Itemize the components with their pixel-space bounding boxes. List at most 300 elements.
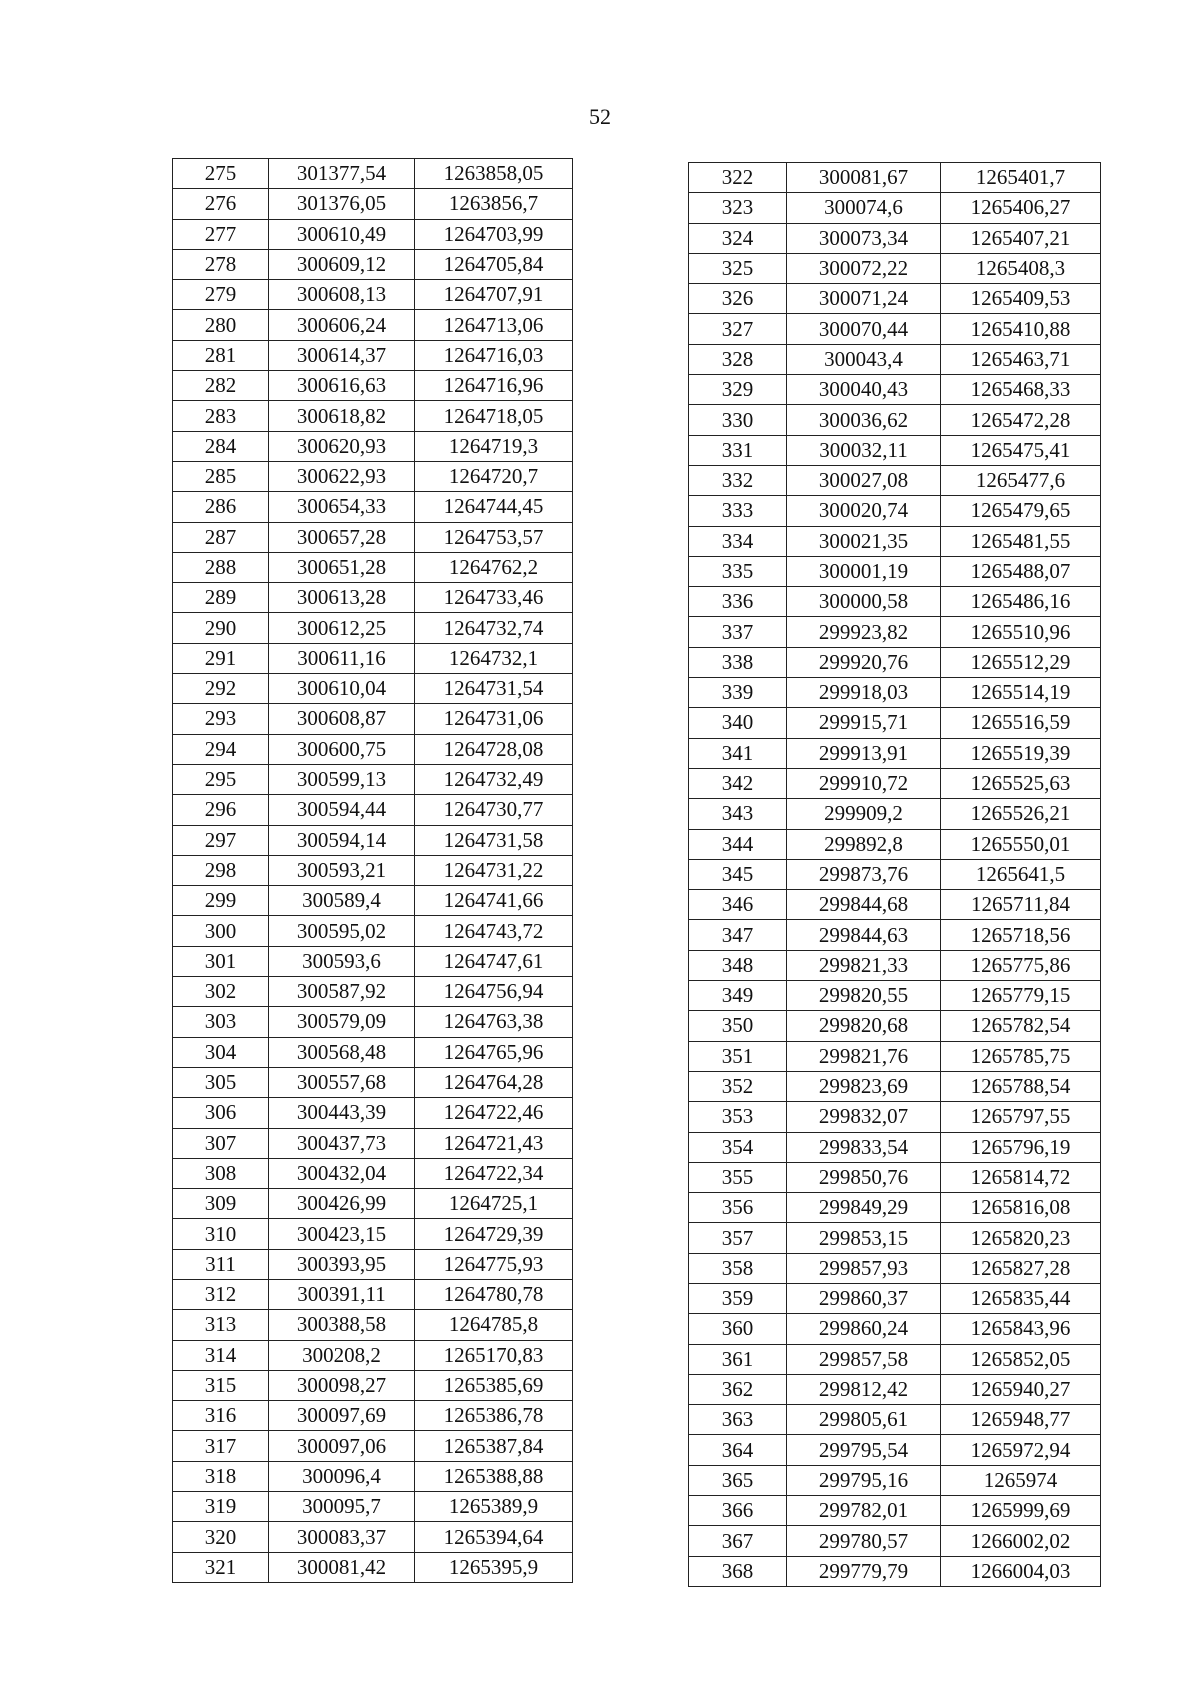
point-number-cell: 349 (689, 981, 787, 1011)
x-coordinate-cell: 299857,58 (787, 1344, 941, 1374)
y-coordinate-cell: 1265468,33 (941, 375, 1101, 405)
point-number-cell: 275 (173, 159, 269, 189)
x-coordinate-cell: 300594,14 (269, 825, 415, 855)
point-number-cell: 317 (173, 1431, 269, 1461)
x-coordinate-cell: 299795,16 (787, 1465, 941, 1495)
y-coordinate-cell: 1265999,69 (941, 1496, 1101, 1526)
y-coordinate-cell: 1264705,84 (415, 249, 573, 279)
x-coordinate-cell: 300096,4 (269, 1461, 415, 1491)
y-coordinate-cell: 1265550,01 (941, 829, 1101, 859)
point-number-cell: 362 (689, 1374, 787, 1404)
y-coordinate-cell: 1265477,6 (941, 465, 1101, 495)
x-coordinate-cell: 300593,21 (269, 855, 415, 885)
y-coordinate-cell: 1265972,94 (941, 1435, 1101, 1465)
point-number-cell: 310 (173, 1219, 269, 1249)
x-coordinate-cell: 300610,04 (269, 674, 415, 704)
point-number-cell: 346 (689, 890, 787, 920)
point-number-cell: 324 (689, 223, 787, 253)
x-coordinate-cell: 301377,54 (269, 159, 415, 189)
point-number-cell: 347 (689, 920, 787, 950)
point-number-cell: 292 (173, 674, 269, 704)
x-coordinate-cell: 300437,73 (269, 1128, 415, 1158)
table-row (689, 344, 1101, 374)
x-coordinate-cell: 300097,69 (269, 1401, 415, 1431)
point-number-cell: 338 (689, 647, 787, 677)
table-row (689, 1102, 1101, 1132)
table-row (173, 461, 573, 491)
point-number-cell: 304 (173, 1037, 269, 1067)
table-row (173, 583, 573, 613)
x-coordinate-cell: 299860,37 (787, 1283, 941, 1313)
point-number-cell: 358 (689, 1253, 787, 1283)
y-coordinate-cell: 1265526,21 (941, 799, 1101, 829)
point-number-cell: 355 (689, 1162, 787, 1192)
point-number-cell: 311 (173, 1249, 269, 1279)
table-row (173, 552, 573, 582)
y-coordinate-cell: 1264713,06 (415, 310, 573, 340)
point-number-cell: 334 (689, 526, 787, 556)
point-number-cell: 315 (173, 1370, 269, 1400)
point-number-cell: 314 (173, 1340, 269, 1370)
table-row (689, 314, 1101, 344)
x-coordinate-cell: 300098,27 (269, 1370, 415, 1400)
x-coordinate-cell: 299918,03 (787, 678, 941, 708)
point-number-cell: 361 (689, 1344, 787, 1374)
y-coordinate-cell: 1265395,9 (415, 1552, 573, 1582)
table-row (689, 526, 1101, 556)
point-number-cell: 282 (173, 371, 269, 401)
y-coordinate-cell: 1265718,56 (941, 920, 1101, 950)
y-coordinate-cell: 1264730,77 (415, 795, 573, 825)
table-row (173, 1310, 573, 1340)
point-number-cell: 291 (173, 643, 269, 673)
y-coordinate-cell: 1265481,55 (941, 526, 1101, 556)
table-row (689, 678, 1101, 708)
y-coordinate-cell: 1264716,03 (415, 340, 573, 370)
y-coordinate-cell: 1265775,86 (941, 950, 1101, 980)
point-number-cell: 318 (173, 1461, 269, 1491)
x-coordinate-cell: 299857,93 (787, 1253, 941, 1283)
y-coordinate-cell: 1265488,07 (941, 556, 1101, 586)
x-coordinate-cell: 299832,07 (787, 1102, 941, 1132)
table-row (689, 1496, 1101, 1526)
point-number-cell: 322 (689, 163, 787, 193)
x-coordinate-cell: 300657,28 (269, 522, 415, 552)
table-row (173, 371, 573, 401)
x-coordinate-cell: 300208,2 (269, 1340, 415, 1370)
y-coordinate-cell: 1264731,58 (415, 825, 573, 855)
table-row (173, 643, 573, 673)
point-number-cell: 298 (173, 855, 269, 885)
point-number-cell: 283 (173, 401, 269, 431)
point-number-cell: 333 (689, 496, 787, 526)
y-coordinate-cell: 1264722,46 (415, 1098, 573, 1128)
x-coordinate-cell: 299920,76 (787, 647, 941, 677)
table-row (689, 1193, 1101, 1223)
point-number-cell: 305 (173, 1067, 269, 1097)
y-coordinate-cell: 1264785,8 (415, 1310, 573, 1340)
table-row (173, 1522, 573, 1552)
x-coordinate-cell: 299779,79 (787, 1556, 941, 1586)
x-coordinate-cell: 300074,6 (787, 193, 941, 223)
coordinates-table-left (172, 158, 573, 1583)
point-number-cell: 354 (689, 1132, 787, 1162)
y-coordinate-cell: 1265389,9 (415, 1492, 573, 1522)
y-coordinate-cell: 1265385,69 (415, 1370, 573, 1400)
x-coordinate-cell: 300040,43 (787, 375, 941, 405)
table-row (173, 280, 573, 310)
x-coordinate-cell: 300072,22 (787, 253, 941, 283)
point-number-cell: 348 (689, 950, 787, 980)
table-row (689, 1071, 1101, 1101)
table-row (689, 1374, 1101, 1404)
x-coordinate-cell: 300589,4 (269, 886, 415, 916)
y-coordinate-cell: 1264764,28 (415, 1067, 573, 1097)
x-coordinate-cell: 300070,44 (787, 314, 941, 344)
point-number-cell: 295 (173, 764, 269, 794)
point-number-cell: 308 (173, 1158, 269, 1188)
y-coordinate-cell: 1264719,3 (415, 431, 573, 461)
y-coordinate-cell: 1264729,39 (415, 1219, 573, 1249)
point-number-cell: 297 (173, 825, 269, 855)
point-number-cell: 289 (173, 583, 269, 613)
point-number-cell: 303 (173, 1007, 269, 1037)
table-row (173, 764, 573, 794)
y-coordinate-cell: 1265796,19 (941, 1132, 1101, 1162)
point-number-cell: 342 (689, 768, 787, 798)
x-coordinate-cell: 300393,95 (269, 1249, 415, 1279)
x-coordinate-cell: 300609,12 (269, 249, 415, 279)
x-coordinate-cell: 300620,93 (269, 431, 415, 461)
x-coordinate-cell: 300081,42 (269, 1552, 415, 1582)
table-row (173, 1552, 573, 1582)
point-number-cell: 331 (689, 435, 787, 465)
x-coordinate-cell: 299850,76 (787, 1162, 941, 1192)
point-number-cell: 365 (689, 1465, 787, 1495)
point-number-cell: 356 (689, 1193, 787, 1223)
table-row (173, 189, 573, 219)
table-row (173, 1340, 573, 1370)
y-coordinate-cell: 1265407,21 (941, 223, 1101, 253)
y-coordinate-cell: 1264743,72 (415, 916, 573, 946)
x-coordinate-cell: 300595,02 (269, 916, 415, 946)
table-row (173, 1037, 573, 1067)
point-number-cell: 350 (689, 1011, 787, 1041)
table-row (689, 163, 1101, 193)
y-coordinate-cell: 1265974 (941, 1465, 1101, 1495)
y-coordinate-cell: 1266002,02 (941, 1526, 1101, 1556)
table-row (689, 617, 1101, 647)
point-number-cell: 332 (689, 465, 787, 495)
table-row (689, 708, 1101, 738)
point-number-cell: 280 (173, 310, 269, 340)
point-number-cell: 312 (173, 1279, 269, 1309)
table-row (689, 587, 1101, 617)
point-number-cell: 296 (173, 795, 269, 825)
y-coordinate-cell: 1265394,64 (415, 1522, 573, 1552)
table-row (173, 855, 573, 885)
y-coordinate-cell: 1266004,03 (941, 1556, 1101, 1586)
x-coordinate-cell: 300081,67 (787, 163, 941, 193)
y-coordinate-cell: 1265410,88 (941, 314, 1101, 344)
x-coordinate-cell: 300000,58 (787, 587, 941, 617)
y-coordinate-cell: 1264762,2 (415, 552, 573, 582)
point-number-cell: 321 (173, 1552, 269, 1582)
table-row (689, 405, 1101, 435)
y-coordinate-cell: 1264721,43 (415, 1128, 573, 1158)
table-row (173, 159, 573, 189)
y-coordinate-cell: 1264775,93 (415, 1249, 573, 1279)
point-number-cell: 364 (689, 1435, 787, 1465)
y-coordinate-cell: 1264725,1 (415, 1189, 573, 1219)
y-coordinate-cell: 1265711,84 (941, 890, 1101, 920)
table-row (689, 1465, 1101, 1495)
y-coordinate-cell: 1265512,29 (941, 647, 1101, 677)
table-row (689, 859, 1101, 889)
y-coordinate-cell: 1265510,96 (941, 617, 1101, 647)
table-row (173, 401, 573, 431)
point-number-cell: 343 (689, 799, 787, 829)
x-coordinate-cell: 299782,01 (787, 1496, 941, 1526)
point-number-cell: 279 (173, 280, 269, 310)
x-coordinate-cell: 300606,24 (269, 310, 415, 340)
x-coordinate-cell: 300587,92 (269, 977, 415, 1007)
table-row (173, 825, 573, 855)
table-row (689, 647, 1101, 677)
point-number-cell: 341 (689, 738, 787, 768)
x-coordinate-cell: 299844,68 (787, 890, 941, 920)
x-coordinate-cell: 299860,24 (787, 1314, 941, 1344)
y-coordinate-cell: 1265386,78 (415, 1401, 573, 1431)
x-coordinate-cell: 300579,09 (269, 1007, 415, 1037)
table-row (689, 768, 1101, 798)
y-coordinate-cell: 1264731,06 (415, 704, 573, 734)
y-coordinate-cell: 1264720,7 (415, 461, 573, 491)
x-coordinate-cell: 299913,91 (787, 738, 941, 768)
table-row (173, 977, 573, 1007)
y-coordinate-cell: 1264763,38 (415, 1007, 573, 1037)
table-row (689, 738, 1101, 768)
point-number-cell: 293 (173, 704, 269, 734)
y-coordinate-cell: 1265797,55 (941, 1102, 1101, 1132)
x-coordinate-cell: 299844,63 (787, 920, 941, 950)
x-coordinate-cell: 299892,8 (787, 829, 941, 859)
point-number-cell: 278 (173, 249, 269, 279)
table-row (689, 1314, 1101, 1344)
point-number-cell: 319 (173, 1492, 269, 1522)
x-coordinate-cell: 300608,87 (269, 704, 415, 734)
x-coordinate-cell: 300614,37 (269, 340, 415, 370)
table-row (173, 1219, 573, 1249)
y-coordinate-cell: 1263858,05 (415, 159, 573, 189)
point-number-cell: 286 (173, 492, 269, 522)
x-coordinate-cell: 300027,08 (787, 465, 941, 495)
table-row (689, 1405, 1101, 1435)
point-number-cell: 277 (173, 219, 269, 249)
x-coordinate-cell: 299909,2 (787, 799, 941, 829)
point-number-cell: 326 (689, 284, 787, 314)
table-row (173, 340, 573, 370)
x-coordinate-cell: 299821,76 (787, 1041, 941, 1071)
table-row (173, 946, 573, 976)
x-coordinate-cell: 299923,82 (787, 617, 941, 647)
point-number-cell: 337 (689, 617, 787, 647)
point-number-cell: 368 (689, 1556, 787, 1586)
x-coordinate-cell: 299910,72 (787, 768, 941, 798)
table-row (689, 223, 1101, 253)
point-number-cell: 306 (173, 1098, 269, 1128)
x-coordinate-cell: 300423,15 (269, 1219, 415, 1249)
point-number-cell: 366 (689, 1496, 787, 1526)
point-number-cell: 345 (689, 859, 787, 889)
y-coordinate-cell: 1264707,91 (415, 280, 573, 310)
y-coordinate-cell: 1265785,75 (941, 1041, 1101, 1071)
table-row (173, 1158, 573, 1188)
y-coordinate-cell: 1265170,83 (415, 1340, 573, 1370)
y-coordinate-cell: 1265948,77 (941, 1405, 1101, 1435)
point-number-cell: 323 (689, 193, 787, 223)
table-row (689, 556, 1101, 586)
table-row (173, 522, 573, 552)
x-coordinate-cell: 300095,7 (269, 1492, 415, 1522)
point-number-cell: 329 (689, 375, 787, 405)
point-number-cell: 320 (173, 1522, 269, 1552)
x-coordinate-cell: 299833,54 (787, 1132, 941, 1162)
y-coordinate-cell: 1265779,15 (941, 981, 1101, 1011)
table-row (173, 1492, 573, 1522)
table-row (173, 1007, 573, 1037)
point-number-cell: 288 (173, 552, 269, 582)
x-coordinate-cell: 299820,55 (787, 981, 941, 1011)
y-coordinate-cell: 1264716,96 (415, 371, 573, 401)
point-number-cell: 336 (689, 587, 787, 617)
x-coordinate-cell: 300568,48 (269, 1037, 415, 1067)
table-row (173, 1279, 573, 1309)
x-coordinate-cell: 299780,57 (787, 1526, 941, 1556)
y-coordinate-cell: 1265814,72 (941, 1162, 1101, 1192)
y-coordinate-cell: 1265401,7 (941, 163, 1101, 193)
point-number-cell: 357 (689, 1223, 787, 1253)
table-row (689, 1011, 1101, 1041)
x-coordinate-cell: 300593,6 (269, 946, 415, 976)
point-number-cell: 339 (689, 678, 787, 708)
table-row (689, 1041, 1101, 1071)
y-coordinate-cell: 1265479,65 (941, 496, 1101, 526)
table-row (173, 1189, 573, 1219)
x-coordinate-cell: 300083,37 (269, 1522, 415, 1552)
table-row (173, 1098, 573, 1128)
point-number-cell: 284 (173, 431, 269, 461)
table-row (173, 1431, 573, 1461)
y-coordinate-cell: 1263856,7 (415, 189, 573, 219)
point-number-cell: 307 (173, 1128, 269, 1158)
y-coordinate-cell: 1264732,74 (415, 613, 573, 643)
table-row (173, 613, 573, 643)
x-coordinate-cell: 299805,61 (787, 1405, 941, 1435)
y-coordinate-cell: 1264744,45 (415, 492, 573, 522)
point-number-cell: 299 (173, 886, 269, 916)
y-coordinate-cell: 1264718,05 (415, 401, 573, 431)
y-coordinate-cell: 1264732,1 (415, 643, 573, 673)
x-coordinate-cell: 300036,62 (787, 405, 941, 435)
x-coordinate-cell: 299821,33 (787, 950, 941, 980)
x-coordinate-cell: 299795,54 (787, 1435, 941, 1465)
table-row (689, 950, 1101, 980)
y-coordinate-cell: 1264756,94 (415, 977, 573, 1007)
x-coordinate-cell: 300608,13 (269, 280, 415, 310)
x-coordinate-cell: 300443,39 (269, 1098, 415, 1128)
table-row (689, 193, 1101, 223)
table-row (689, 829, 1101, 859)
point-number-cell: 316 (173, 1401, 269, 1431)
table-row (689, 799, 1101, 829)
x-coordinate-cell: 299823,69 (787, 1071, 941, 1101)
table-row (173, 704, 573, 734)
table-row (689, 1132, 1101, 1162)
x-coordinate-cell: 300600,75 (269, 734, 415, 764)
table-row (173, 1370, 573, 1400)
x-coordinate-cell: 300426,99 (269, 1189, 415, 1219)
y-coordinate-cell: 1265409,53 (941, 284, 1101, 314)
x-coordinate-cell: 299812,42 (787, 1374, 941, 1404)
y-coordinate-cell: 1264780,78 (415, 1279, 573, 1309)
point-number-cell: 352 (689, 1071, 787, 1101)
y-coordinate-cell: 1265475,41 (941, 435, 1101, 465)
point-number-cell: 294 (173, 734, 269, 764)
table-row (173, 431, 573, 461)
y-coordinate-cell: 1265388,88 (415, 1461, 573, 1491)
y-coordinate-cell: 1265514,19 (941, 678, 1101, 708)
x-coordinate-cell: 300599,13 (269, 764, 415, 794)
y-coordinate-cell: 1264731,54 (415, 674, 573, 704)
x-coordinate-cell: 300071,24 (787, 284, 941, 314)
table-row (173, 1401, 573, 1431)
table-row (173, 1461, 573, 1491)
y-coordinate-cell: 1265940,27 (941, 1374, 1101, 1404)
y-coordinate-cell: 1265641,5 (941, 859, 1101, 889)
y-coordinate-cell: 1265852,05 (941, 1344, 1101, 1374)
y-coordinate-cell: 1265519,39 (941, 738, 1101, 768)
y-coordinate-cell: 1265525,63 (941, 768, 1101, 798)
table-row (173, 249, 573, 279)
table-row (689, 253, 1101, 283)
x-coordinate-cell: 299873,76 (787, 859, 941, 889)
table-row (689, 465, 1101, 495)
table-row (689, 1283, 1101, 1313)
table-row (689, 1556, 1101, 1586)
table-row (173, 219, 573, 249)
x-coordinate-cell: 300032,11 (787, 435, 941, 465)
point-number-cell: 290 (173, 613, 269, 643)
y-coordinate-cell: 1264728,08 (415, 734, 573, 764)
page-number: 52 (589, 104, 611, 129)
table-row (689, 981, 1101, 1011)
x-coordinate-cell: 300654,33 (269, 492, 415, 522)
point-number-cell: 328 (689, 344, 787, 374)
y-coordinate-cell: 1265463,71 (941, 344, 1101, 374)
table-row (689, 890, 1101, 920)
table-row (689, 1253, 1101, 1283)
x-coordinate-cell: 300611,16 (269, 643, 415, 673)
table-row (173, 795, 573, 825)
x-coordinate-cell: 299853,15 (787, 1223, 941, 1253)
y-coordinate-cell: 1264733,46 (415, 583, 573, 613)
point-number-cell: 313 (173, 1310, 269, 1340)
table-row (173, 1128, 573, 1158)
y-coordinate-cell: 1265472,28 (941, 405, 1101, 435)
table-row (173, 734, 573, 764)
x-coordinate-cell: 300651,28 (269, 552, 415, 582)
